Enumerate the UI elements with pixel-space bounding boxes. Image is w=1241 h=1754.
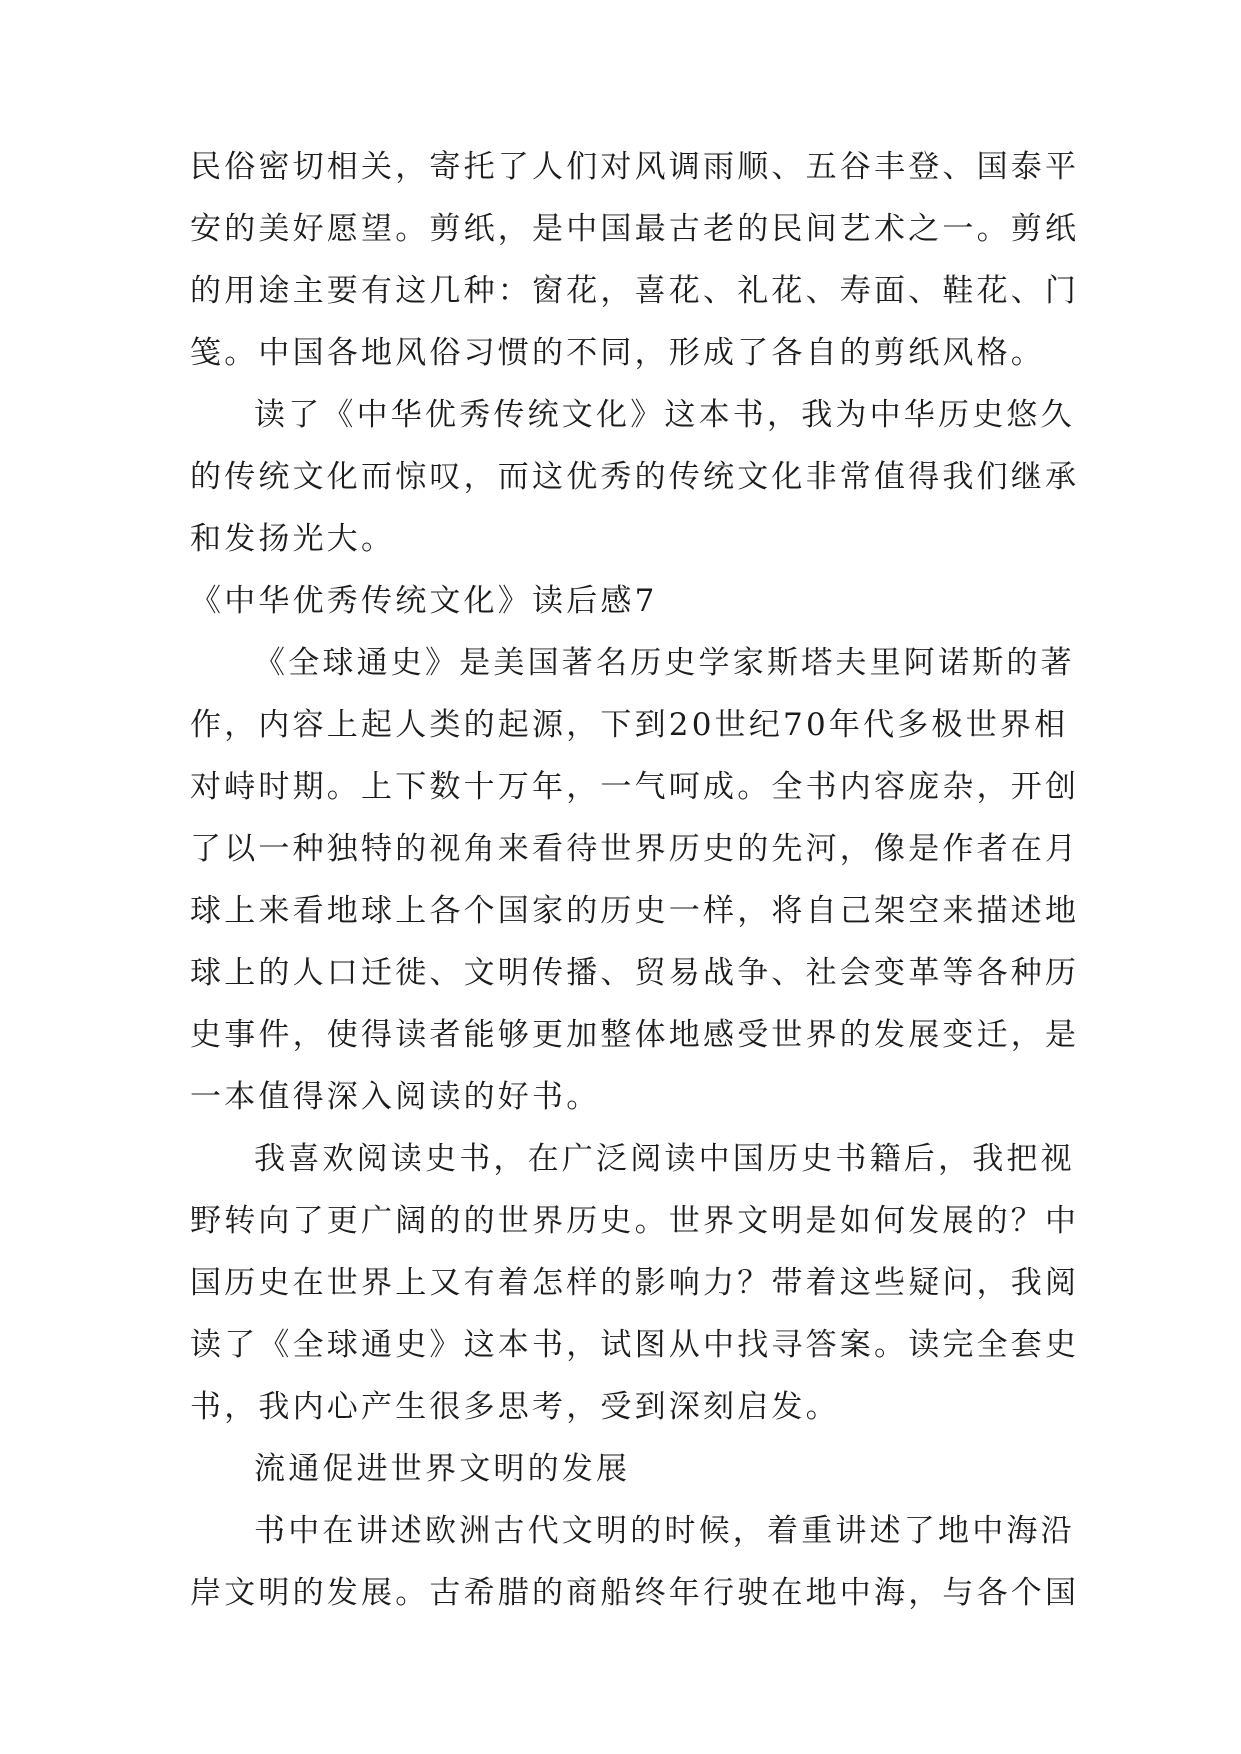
paragraph-3-line-6: 球上的人口迁徙、文明传播、贸易战争、社会变革等各种历 (190, 955, 1080, 991)
paragraph-4-line-3: 国历史在世界上又有着怎样的影响力？带着这些疑问，我阅 (190, 1265, 1080, 1301)
paragraph-1-line-1: 民俗密切相关，寄托了人们对风调雨顺、五谷丰登、国泰平 (190, 149, 1080, 185)
paragraph-3-line-2: 作，内容上起人类的起源，下到20世纪70年代多极世界相 (190, 707, 1069, 743)
paragraph-3-line-3: 对峙时期。上下数十万年，一气呵成。全书内容庞杂，开创 (190, 769, 1080, 805)
paragraph-3-line-5: 球上来看地球上各个国家的历史一样，将自己架空来描述地 (190, 893, 1080, 929)
paragraph-4-line-1: 我喜欢阅读史书，在广泛阅读中国历史书籍后，我把视 (254, 1141, 1075, 1177)
paragraph-3-line-7: 史事件，使得读者能够更加整体地感受世界的发展变迁，是 (190, 1017, 1080, 1053)
paragraph-4-line-5: 书，我内心产生很多思考，受到深刻启发。 (190, 1389, 840, 1425)
paragraph-4-line-4: 读了《全球通史》这本书，试图从中找寻答案。读完全套史 (190, 1327, 1080, 1363)
paragraph-1-line-3: 的用途主要有这几种：窗花，喜花、礼花、寿面、鞋花、门 (190, 273, 1080, 309)
paragraph-2-line-3: 和发扬光大。 (190, 521, 396, 557)
paragraph-2-line-2: 的传统文化而惊叹，而这优秀的传统文化非常值得我们继承 (190, 459, 1080, 495)
paragraph-3-line-4: 了以一种独特的视角来看待世界历史的先河，像是作者在月 (190, 831, 1080, 867)
section-heading: 《中华优秀传统文化》读后感7 (190, 583, 658, 619)
paragraph-4-line-2: 野转向了更广阔的的世界历史。世界文明是如何发展的？中 (190, 1203, 1080, 1239)
paragraph-3-line-8: 一本值得深入阅读的好书。 (190, 1079, 601, 1115)
paragraph-5-line-1: 书中在讲述欧洲古代文明的时候，着重讲述了地中海沿 (254, 1513, 1075, 1549)
subheading: 流通促进世界文明的发展 (254, 1451, 631, 1487)
paragraph-5-line-2: 岸文明的发展。古希腊的商船终年行驶在地中海，与各个国 (190, 1575, 1080, 1611)
paragraph-1-line-4: 笺。中国各地风俗习惯的不同，形成了各自的剪纸风格。 (190, 335, 1045, 371)
paragraph-2-line-1: 读了《中华优秀传统文化》这本书，我为中华历史悠久 (254, 397, 1075, 433)
paragraph-3-line-1: 《全球通史》是美国著名历史学家斯塔夫里阿诺斯的著 (254, 645, 1075, 681)
paragraph-1-line-2: 安的美好愿望。剪纸，是中国最古老的民间艺术之一。剪纸 (190, 211, 1080, 247)
